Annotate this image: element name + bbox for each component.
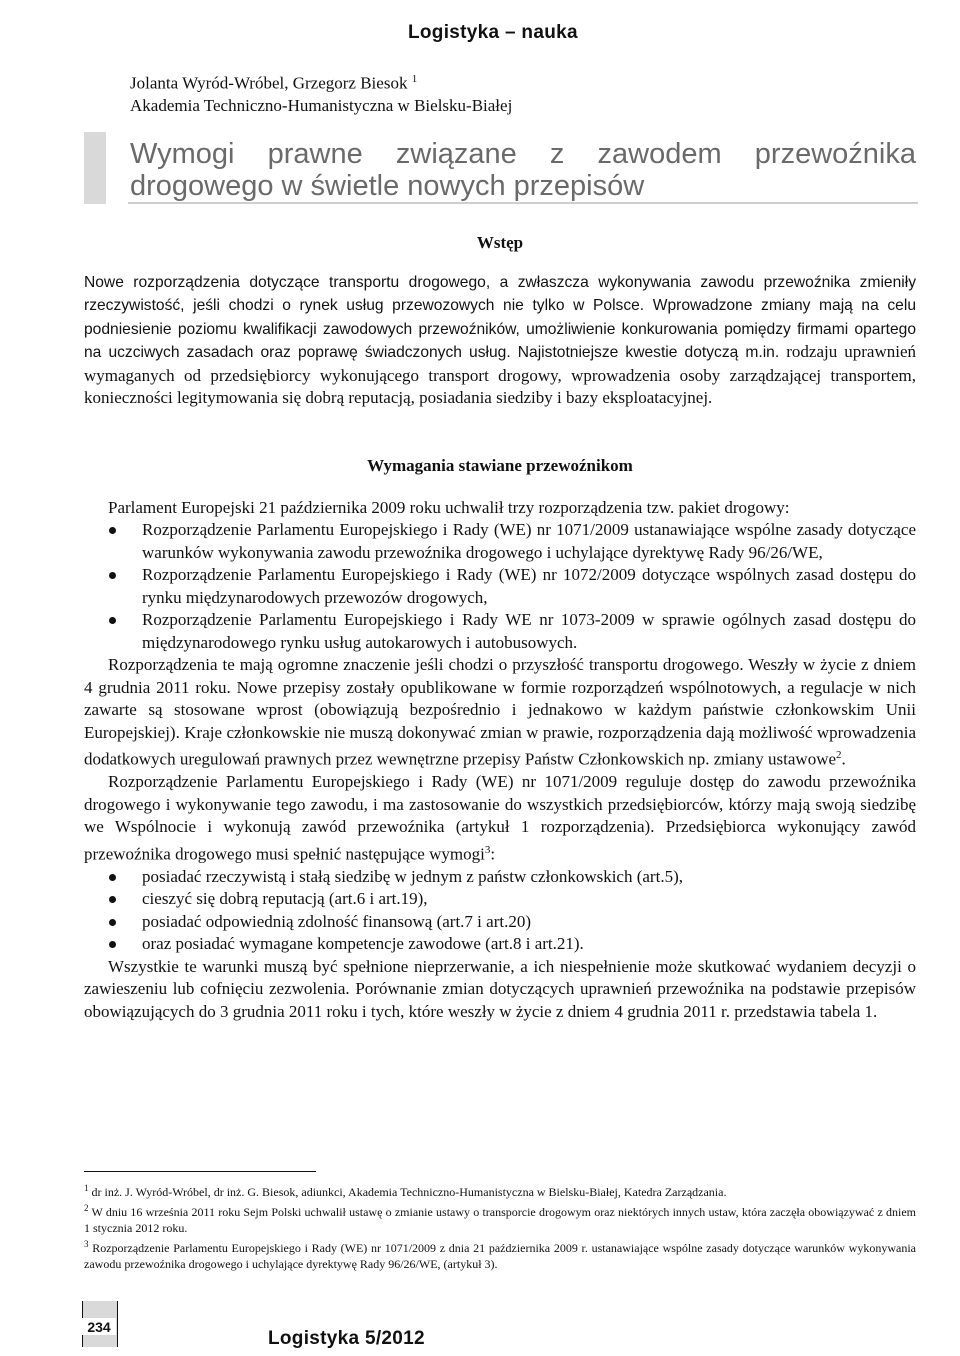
journal-header: Logistyka – nauka [408,22,578,43]
section-heading: Wymagania stawiane przewoźnikom [367,456,633,475]
journal-footer: Logistyka 5/2012 [268,1328,425,1349]
bullet-icon [109,896,116,903]
intro-section [84,232,916,410]
article-title: Wymogi prawne związane z zawodem przewoźnika drogowego w świetle nowych przepisów [130,138,916,202]
title-divider [128,202,918,204]
footnotes [84,1180,916,1272]
bullet-icon [109,527,116,534]
intro-heading: Wstęp [476,233,524,252]
list-item: Rozporządzenie Parlamentu Europejskiego i Rady WE nr 1073-2009 w sprawie ogólnych zasad dostępu do międzynarodowego rynku usług autokarowych i autobusowych. [84,609,916,654]
requirements-section [84,455,916,1023]
bullet-icon [109,919,116,926]
footnote-ref-2[interactable]: 2 [836,749,842,761]
bullet-icon [109,617,116,624]
bullet-icon [109,874,116,881]
requirements-list [84,866,916,956]
bullet-icon [109,941,116,948]
paragraph-4: Wszystkie te warunki muszą być spełnione nieprzerwanie, a ich niespełnienie może skutkować wydaniem decyzji o zawieszeniu lub cofnięciu zezwolenia. Porównanie zmian dotyczących uprawnień przewoźnika na podstawie przepisów obowiązujących do 3 grudnia 2011 roku i tych, które weszły w życie z dniem 4 grudnia 2011 r. przedstawia tabela 1. [84,956,916,1021]
footnote-ref-1[interactable]: 1 [411,73,418,85]
footnote-divider [84,1171,316,1172]
paragraph-3: Rozporządzenie Parlamentu Europejskiego i Rady (WE) nr 1071/2009 reguluje dostęp do zawodu przewoźnika drogowego i wykonywanie tego zawodu, i ma zastosowanie do wszystkich przedsiębiorców, którzy mają swoją siedzibę we Wspólnocie i wykonują zawód przewoźnika (artykuł 1 rozporządzenia). Przedsiębiorca wykonujący zawód przewoźnika drogowego musi spełnić następujące wymogi$^3$: [84,772,916,864]
list-item: Rozporządzenie Parlamentu Europejskiego i Rady (WE) nr 1071/2009 ustanawiające wspólne zasady dotyczące warunków wykonywania zawodu przewoźnika drogowego i uchylające dyrektywę Rady 96/26/WE, [84,519,916,564]
list-item: Rozporządzenie Parlamentu Europejskiego i Rady (WE) nr 1072/2009 dotyczące wspólnych zasad dostępu do rynku międzynarodowych przewozów drogowych, [84,564,916,609]
regulations-list [84,519,916,654]
footnote-ref-3[interactable]: 3 [484,843,491,856]
footnote: $^2$ W dniu 16 września 2011 roku Sejm Polski uchwalił ustawę o zmianie ustawy o transporcie drogowym oraz niektórych innych ustaw, która zaczęła obowiązywać z dniem 1 stycznia 2012 roku. [84,1203,916,1235]
footnote: $^3$ Rozporządzenie Parlamentu Europejskiego i Rady (WE) nr 1071/2009 z dnia 21 października 2009 r. ustanawiające wspólne zasady dotyczące warunków wykonywania zawodu przewoźnika drogowego i uchylające dyrektywę Rady 96/26/WE, (artykuł 3). [84,1239,916,1271]
paragraph-2: Rozporządzenia te mają ogromne znaczenie jeśli chodzi o przyszłość transportu drogowego. Weszły w życie z dniem 4 grudnia 2011 roku. Nowe przepisy zostały opublikowane w formie rozporządzeń wspólnotowych, a regulacje w nich zawarte są stosowane wprost (obowiązują bezpośrednio i jednakowo w każdym państwie członkowskim Unii Europejskiej). Kraje członkowskie nie muszą dokonywać zmian w prawie, rozporządzenia dają możliwość wprowadzenia dodatkowych uregulowań prawnych przez wewnętrzne przepisy Państw Członkowskich np. zmiany ustawowe$^2$. [84,655,916,769]
bullet-icon [109,572,116,579]
list-item: posiadać rzeczywistą i stałą siedzibę w jednym z państw członkowskich (art.5), [84,866,916,889]
list-item: posiadać odpowiednią zdolność finansową (art.7 i art.20) [84,911,916,934]
author-names: Jolanta Wyród-Wróbel, Grzegorz Biesok $^1$ [130,73,418,93]
page-number: 234 [82,1318,116,1335]
section-lead: Parlament Europejski 21 października 2009 roku uchwalił trzy rozporządzenia tzw. pakiet drogowy: [108,497,790,517]
list-item: cieszyć się dobrą reputacją (art.6 i art.19), [84,888,916,911]
author-block [130,68,512,117]
title-accent-bar [84,132,106,204]
author-affiliation: Akademia Techniczno-Humanistyczna w Bielsku-Białej [130,95,513,115]
footnote: $^1$ dr inż. J. Wyród-Wróbel, dr inż. G. Biesok, adiunkci, Akademia Techniczno-Humanistyczna w Bielsku-Białej, Katedra Zarządzania. [84,1183,727,1199]
list-item: oraz posiadać wymagane kompetencje zawodowe (art.8 i art.21). [84,933,916,956]
intro-paragraph: Nowe rozporządzenia dotyczące transportu drogowego, a zwłaszcza wykonywania zawodu przewoźnika zmieniły rzeczywistość, jeśli chodzi o rynek usług przewozowych nie tylko w Polsce. Wprowadzone zmiany mają na celu podniesienie poziomu kwalifikacji zawodowych przewoźników, umożliwienie konkurowania pomiędzy firmami opartego na uczciwych zasadach oraz poprawę świadczonych usług. Najistotniejsze kwestie dotyczą m.in. rodzaju uprawnień wymaganych od przedsiębiorcy wykonującego transport drogowy, wprowadzenia osoby zarządzającej transportem, konieczności legitymowania się dobrą reputacją, posiadania siedziby i bazy eksploatacyjnej. [84,273,916,407]
